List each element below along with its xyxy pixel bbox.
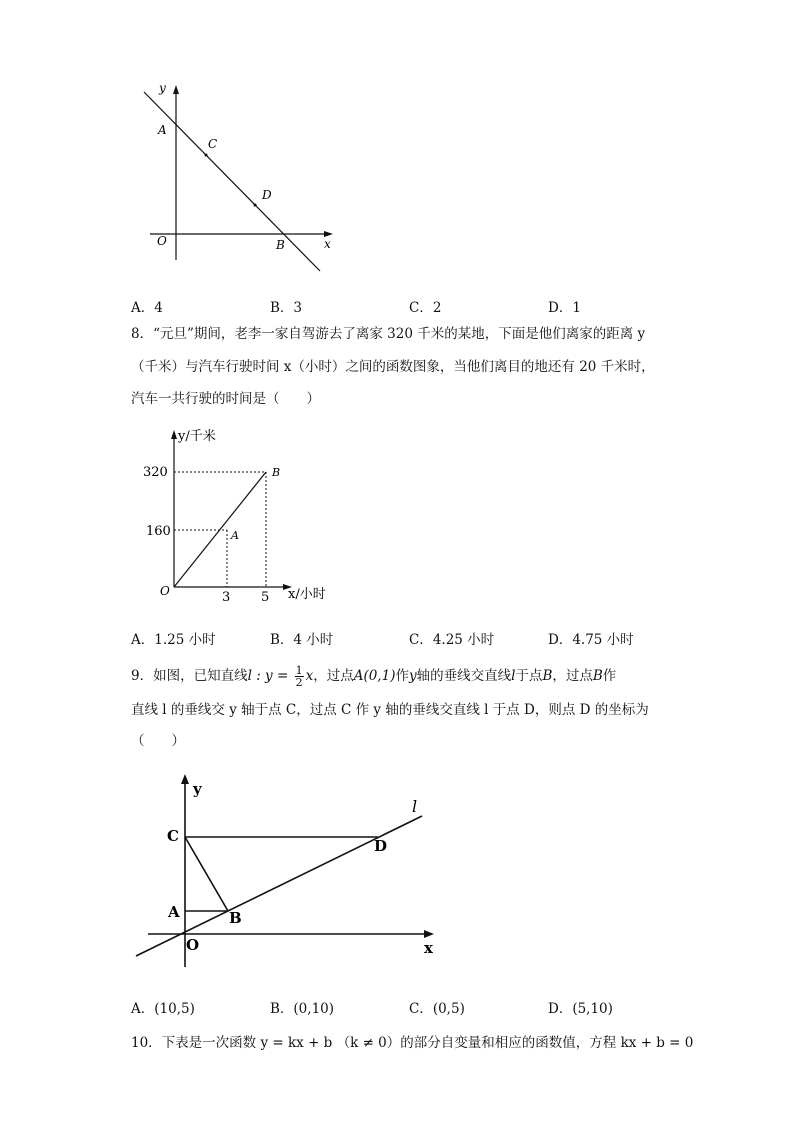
y-axis-arrow bbox=[181, 774, 189, 784]
origin-label: O bbox=[157, 234, 167, 248]
q9-text-b: l bbox=[247, 668, 252, 684]
label-d: D bbox=[374, 837, 388, 855]
q9-line-1 bbox=[131, 662, 616, 690]
q9-text-i: 轴的垂线交直线 bbox=[416, 668, 512, 684]
fraction-numerator: 1 bbox=[295, 664, 303, 677]
q7-option-b[interactable]: B．3 bbox=[270, 300, 303, 316]
l-label: l bbox=[412, 797, 418, 816]
point-c bbox=[205, 154, 208, 157]
y-label: y bbox=[159, 81, 166, 95]
q9-text-e: ，过点 bbox=[313, 668, 354, 684]
label-a: A bbox=[231, 529, 239, 542]
q9-option-d[interactable]: D．(5,10) bbox=[548, 1001, 613, 1017]
y-label: y/千米 bbox=[178, 429, 216, 444]
q9-text-g: 作 bbox=[395, 668, 409, 684]
x-label: x bbox=[424, 939, 433, 957]
q8-option-b[interactable]: B．4 小时 bbox=[270, 632, 334, 648]
q10-line-1: 10．下表是一次函数 y = kx + b （k ≠ 0）的部分自变量和相应的函数值，方程 kx + b = 0 bbox=[131, 1035, 694, 1051]
point-d bbox=[254, 204, 257, 207]
q9-text-l: B bbox=[542, 668, 553, 684]
segment-bc bbox=[185, 837, 228, 911]
q9-option-a[interactable]: A．(10,5) bbox=[131, 1001, 195, 1017]
y-axis-arrow bbox=[173, 85, 179, 94]
label-c: C bbox=[167, 827, 179, 845]
q8-line-2: （千米）与汽车行驶时间 x（小时）之间的函数图象，当他们离目的地还有 20 千米时， bbox=[131, 359, 655, 375]
fraction-one-half bbox=[295, 665, 304, 688]
q9-text-o: 作 bbox=[602, 668, 617, 684]
y-label: y bbox=[193, 780, 202, 798]
q9-text-n: B bbox=[592, 668, 603, 684]
q8-option-c[interactable]: C．4.25 小时 bbox=[409, 632, 495, 648]
figure-q7 bbox=[130, 75, 350, 285]
figure-q8 bbox=[130, 420, 340, 610]
q7-option-c[interactable]: C．2 bbox=[409, 300, 442, 316]
q9-text-m: ，过点 bbox=[552, 668, 593, 684]
q9-text-d: x bbox=[305, 668, 314, 684]
q7-option-a[interactable]: A．4 bbox=[131, 300, 163, 316]
tick-320: 320 bbox=[143, 465, 168, 480]
label-c: C bbox=[208, 137, 218, 151]
tick-x5: 5 bbox=[261, 590, 270, 605]
q9-text-h: y bbox=[408, 668, 417, 684]
figure-q9 bbox=[130, 770, 450, 975]
label-b: B bbox=[272, 466, 281, 479]
q9-text-j: l bbox=[511, 668, 516, 684]
x-axis-arrow bbox=[424, 930, 434, 938]
q9-option-c[interactable]: C．(0,5) bbox=[409, 1001, 465, 1017]
q7-option-d[interactable]: D．1 bbox=[548, 300, 581, 316]
line-ab bbox=[144, 92, 320, 271]
q9-text-c: : y = bbox=[251, 668, 293, 684]
q9-line-3: （ ） bbox=[131, 733, 185, 749]
q8-option-a[interactable]: A．1.25 小时 bbox=[131, 632, 216, 648]
origin-label: O bbox=[160, 584, 170, 598]
tick-160: 160 bbox=[146, 524, 171, 539]
label-d: D bbox=[262, 188, 272, 202]
tick-x3: 3 bbox=[222, 590, 231, 605]
origin-label: O bbox=[186, 936, 200, 954]
q8-line-3: 汽车一共行驶的时间是（ ） bbox=[131, 391, 320, 407]
q9-option-b[interactable]: B．(0,10) bbox=[270, 1001, 335, 1017]
q8-line-1: 8．“元旦”期间，老李一家自驾游去了离家 320 千米的某地，下面是他们离家的距离 y bbox=[131, 326, 646, 342]
label-b: B bbox=[276, 238, 285, 252]
q9-text-k: 于点 bbox=[515, 668, 543, 684]
fraction-denominator: 2 bbox=[295, 676, 303, 689]
label-a: A bbox=[168, 903, 180, 921]
q9-line-2: 直线 l 的垂线交 y 轴于点 C，过点 C 作 y 轴的垂线交直线 l 于点 D，则点 D 的坐标为 bbox=[131, 702, 649, 718]
q9-text-a: 9．如图，已知直线 bbox=[131, 668, 248, 684]
label-a: A bbox=[158, 123, 167, 137]
q9-text-f: A(0,1) bbox=[353, 668, 396, 684]
y-axis-arrow bbox=[171, 430, 177, 439]
x-label: x bbox=[324, 237, 331, 251]
label-b: B bbox=[229, 909, 242, 927]
x-label: x/小时 bbox=[288, 587, 326, 602]
q8-option-d[interactable]: D．4.75 小时 bbox=[548, 632, 634, 648]
